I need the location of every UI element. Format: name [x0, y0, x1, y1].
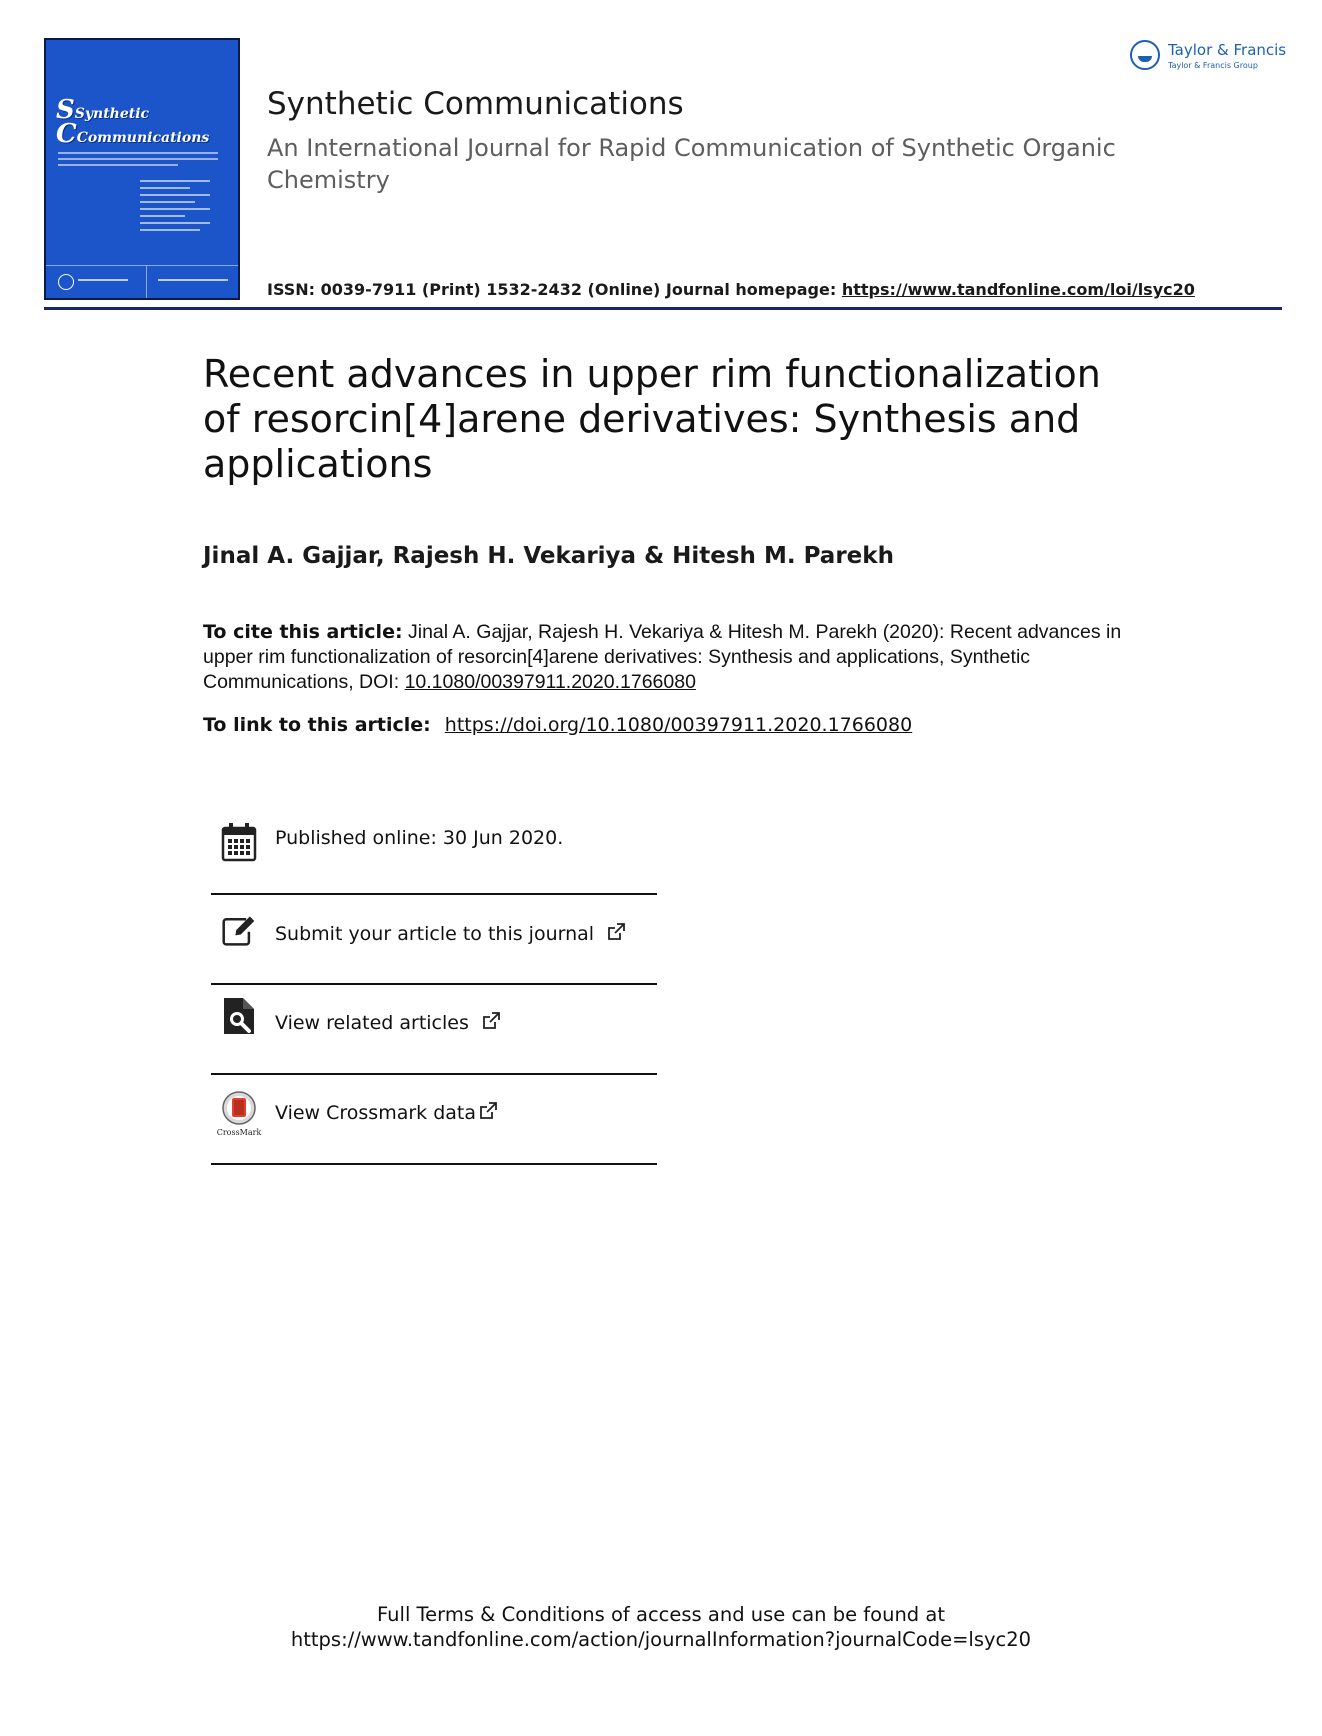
calendar-icon [221, 822, 257, 862]
journal-homepage-link[interactable]: https://www.tandfonline.com/loi/lsyc20 [841, 280, 1195, 299]
submit-article-link[interactable] [275, 922, 626, 945]
published-row [211, 812, 657, 902]
issn-text: ISSN: 0039-7911 (Print) 1532-2432 (Online) Journal homepage: [267, 280, 837, 299]
row-divider [211, 983, 657, 985]
lamp-icon [1130, 40, 1160, 70]
edit-icon [221, 910, 257, 950]
crossmark-icon [216, 1090, 262, 1138]
citation-text: Jinal A. Gajjar, Rajesh H. Vekariya & Hitesh M. Parekh (2020): Recent advances in upper rim functionalization of resorcin[4]arene derivatives: Synthesis and applications, Synthetic Communications, DOI: [203, 621, 1122, 693]
document-search-icon [221, 996, 257, 1036]
cover-title: SSynthetic CCommunications [56, 95, 210, 149]
citation-block [203, 620, 1143, 695]
header-divider [44, 307, 1282, 310]
publisher-group: Taylor & Francis Group [1168, 61, 1258, 70]
citation-doi-link[interactable]: 10.1080/00397911.2020.1766080 [404, 671, 696, 693]
footer-terms-text: Full Terms & Conditions of access and use can be found at [377, 1603, 945, 1626]
submit-article-label: Submit your article to this journal [275, 923, 595, 945]
article-doi-url[interactable]: https://doi.org/10.1080/00397911.2020.1766080 [444, 714, 913, 736]
view-related-label: View related articles [275, 1012, 469, 1034]
row-divider [211, 1073, 657, 1075]
journal-subtitle: An International Journal for Rapid Communication of Synthetic Organic Chemistry [267, 134, 1116, 194]
cover-title-line1: Synthetic [74, 106, 150, 122]
view-related-articles-link[interactable] [275, 1011, 501, 1034]
cover-footer [46, 265, 238, 298]
journal-title: Synthetic Communications [267, 86, 684, 122]
article-authors: Jinal A. Gajjar, Rajesh H. Vekariya & Hitesh M. Parekh [203, 543, 894, 569]
article-link-line [203, 714, 912, 736]
footer-terms-url[interactable]: https://www.tandfonline.com/action/journalInformation?journalCode=lsyc20 [290, 1628, 1032, 1651]
journal-cover-image [44, 38, 240, 300]
row-divider [211, 1163, 657, 1165]
view-crossmark-link[interactable] [275, 1101, 498, 1124]
published-date: Published online: 30 Jun 2020. [275, 827, 564, 849]
publisher-name: Taylor & Francis [1168, 41, 1287, 59]
submit-row[interactable] [211, 900, 657, 990]
related-articles-row[interactable] [211, 990, 657, 1080]
external-link-icon [478, 1101, 498, 1121]
external-link-icon [481, 1011, 501, 1031]
link-label: To link to this article: [203, 714, 431, 736]
article-title: Recent advances in upper rim functionalization of resorcin[4]arene derivatives: Synthesis and applications [203, 352, 1101, 486]
crossmark-row[interactable] [211, 1080, 657, 1170]
cover-decoration-lines [58, 152, 218, 170]
row-divider [211, 893, 657, 895]
terms-footer [0, 1602, 1322, 1652]
cover-editor-lines [140, 180, 210, 236]
crossmark-logo-text: CrossMark [216, 1128, 262, 1137]
issn-line [267, 280, 1195, 299]
publisher-logo [1128, 38, 1288, 78]
view-crossmark-label: View Crossmark data [275, 1102, 477, 1124]
cover-title-line2: Communications [76, 130, 210, 146]
external-link-icon [606, 922, 626, 942]
citation-label: To cite this article: [203, 621, 403, 643]
